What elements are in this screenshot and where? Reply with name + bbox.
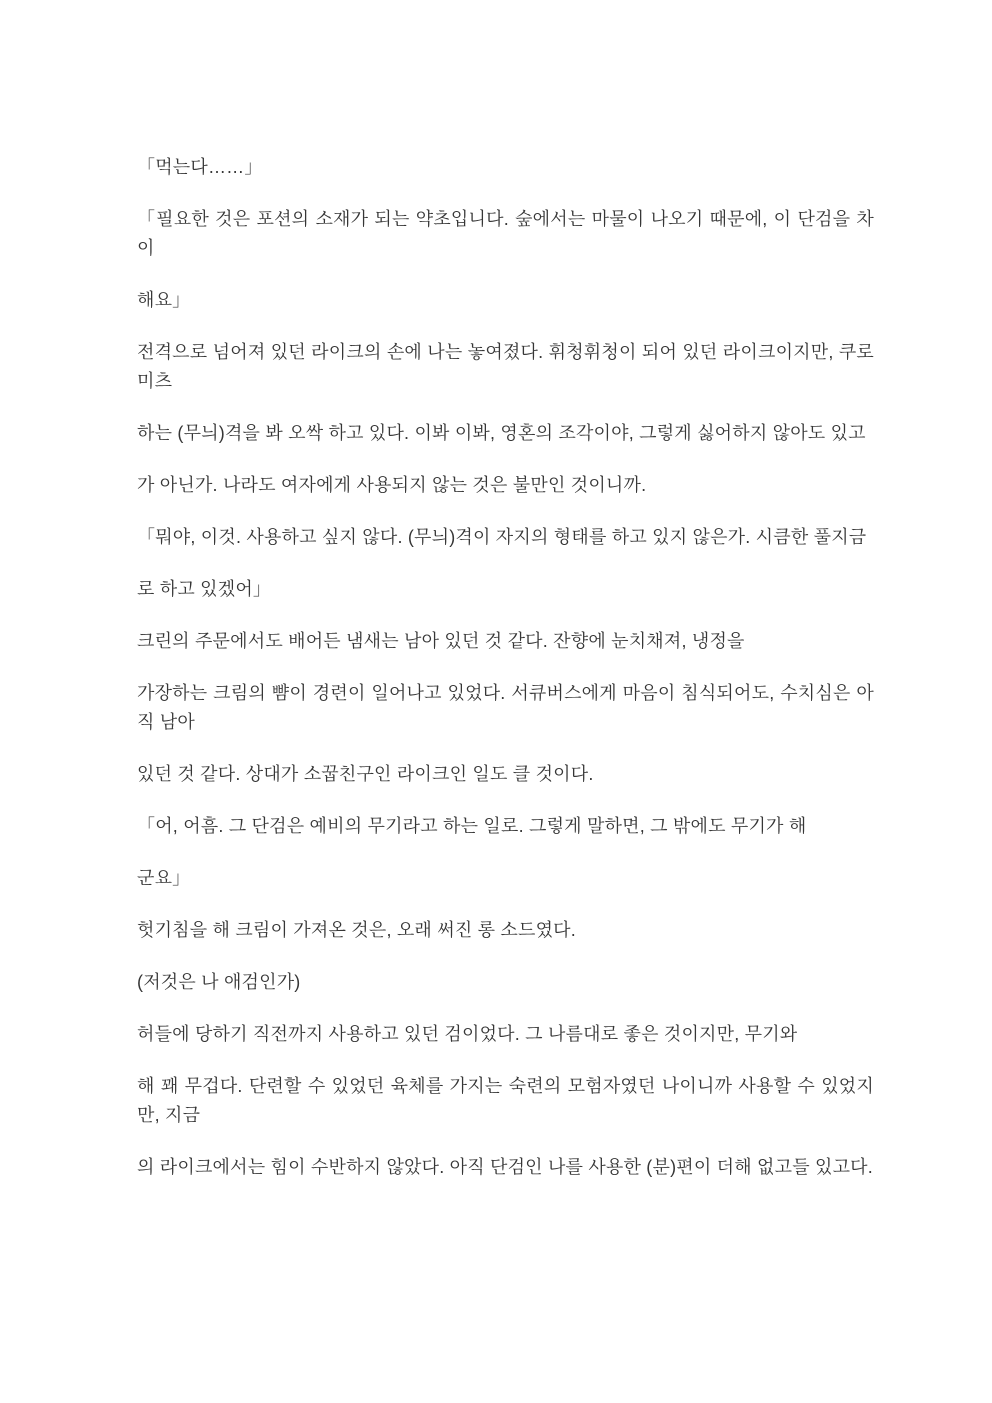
paragraph: 가 아닌가. 나라도 여자에게 사용되지 않는 것은 불만인 것이니까. bbox=[137, 475, 647, 495]
paragraph: 「어, 어흠. 그 단검은 예비의 무기라고 하는 일로. 그렇게 말하면, 그 밖에도 무기가 해 bbox=[137, 816, 807, 836]
paragraph: 있던 것 같다. 상대가 소꿉친구인 라이크인 일도 클 것이다. bbox=[137, 764, 594, 784]
paragraph: (저것은 나 애검인가) bbox=[137, 972, 301, 992]
paragraph: 「뭐야, 이것. 사용하고 싶지 않다. (무늬)격이 자지의 형태를 하고 있지 않은가. 시큼한 풀지금 bbox=[137, 527, 867, 547]
paragraph: 전격으로 넘어져 있던 라이크의 손에 나는 놓여졌다. 휘청휘청이 되어 있던 라이크이지만, 쿠로미츠 bbox=[137, 342, 874, 391]
paragraph: 해 꽤 무겁다. 단련할 수 있었던 육체를 가지는 숙련의 모험자였던 나이니까 사용할 수 있었지만, 지금 bbox=[137, 1076, 874, 1125]
paragraph: 군요」 bbox=[137, 868, 191, 888]
chapter-text-body bbox=[137, 153, 874, 1182]
paragraph: 헛기침을 해 크림이 가져온 것은, 오래 써진 롱 소드였다. bbox=[137, 920, 576, 940]
paragraph: 해요」 bbox=[137, 290, 191, 310]
paragraph: 크린의 주문에서도 배어든 냄새는 남아 있던 것 같다. 잔향에 눈치채져, 냉정을 bbox=[137, 631, 745, 651]
paragraph: 「필요한 것은 포션의 소재가 되는 약초입니다. 숲에서는 마물이 나오기 때문에, 이 단검을 차이 bbox=[137, 209, 874, 258]
paragraph: 로 하고 있겠어」 bbox=[137, 579, 272, 599]
paragraph: 「먹는다……」 bbox=[137, 157, 263, 177]
paragraph: 의 라이크에서는 힘이 수반하지 않았다. 아직 단검인 나를 사용한 (분)편이 더해 없고들 있고다. bbox=[137, 1157, 873, 1177]
paragraph: 허들에 당하기 직전까지 사용하고 있던 검이었다. 그 나름대로 좋은 것이지만, 무기와 bbox=[137, 1024, 798, 1044]
paragraph: 가장하는 크림의 뺨이 경련이 일어나고 있었다. 서큐버스에게 마음이 침식되어도, 수치심은 아직 남아 bbox=[137, 683, 874, 732]
paragraph: 하는 (무늬)격을 봐 오싹 하고 있다. 이봐 이봐, 영혼의 조각이야, 그렇게 싫어하지 않아도 있고 bbox=[137, 423, 866, 443]
